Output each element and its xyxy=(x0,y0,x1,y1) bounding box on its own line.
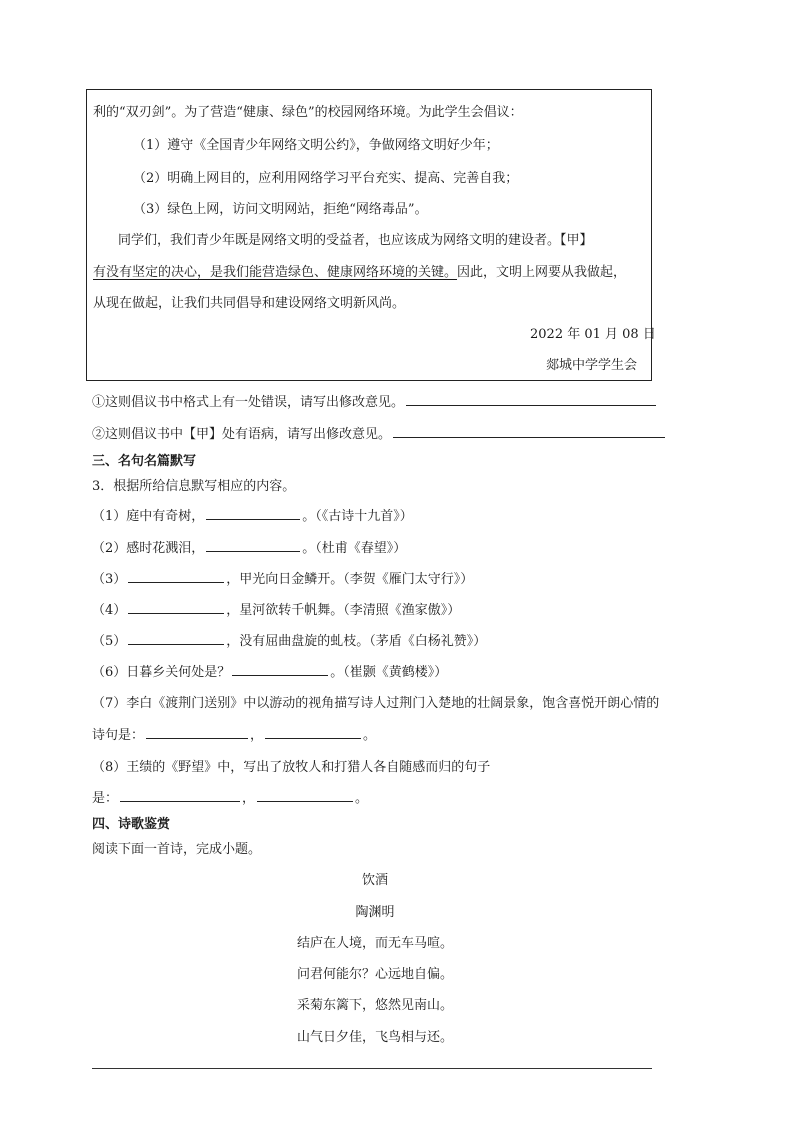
question-2 xyxy=(92,423,667,442)
item-8-period: 。 xyxy=(355,791,369,806)
recitation-item-7-prompt: （7）李白《渡荆门送别》中以游动的视角描写诗人过荆门入楚地的壮阔景象，饱含喜悦开朗心情的 xyxy=(92,696,660,711)
item-4-prefix: （4） xyxy=(92,603,127,618)
recitation-item-3 xyxy=(92,568,473,587)
answer-blank-2[interactable] xyxy=(206,539,300,552)
section-3-intro: 3．根据所给信息默写相应的内容。 xyxy=(92,479,296,494)
proposal-paragraph-b xyxy=(93,261,626,280)
page-footer-divider xyxy=(92,1068,652,1069)
item-1-source: 。（《古诗十九首》） xyxy=(302,509,413,524)
answer-blank-q2[interactable] xyxy=(393,425,665,438)
item-3-source: ，甲光向日金鳞开。（李贺《雁门太守行》） xyxy=(226,572,474,587)
item-4-source: ，星河欲转千帆舞。（李清照《渔家傲》） xyxy=(226,603,461,618)
answer-blank-7b[interactable] xyxy=(265,726,361,739)
proposal-paragraph-a: 同学们，我们青少年既是网络文明的受益者，也应该成为网络文明的建设者。【甲】 xyxy=(118,233,593,248)
item-1-prefix: （1）庭中有奇树， xyxy=(92,509,205,524)
proposal-date: 2022 年 01 月 08 日 xyxy=(530,327,656,342)
answer-blank-8b[interactable] xyxy=(257,789,353,802)
item-2-prefix: （2）感时花溅泪， xyxy=(92,541,205,556)
proposal-item-1: （1）遵守《全国青少年网络文明公约》，争做网络文明好少年； xyxy=(133,138,499,153)
question-1-text: ①这则倡议书中格式上有一处错误，请写出修改意见。 xyxy=(92,395,405,410)
answer-blank-3[interactable] xyxy=(128,570,224,583)
poem-line-3: 采菊东篱下，悠然见南山。 xyxy=(296,998,453,1013)
answer-blank-7a[interactable] xyxy=(146,726,248,739)
item-8-prefix: 是： xyxy=(92,791,119,806)
answer-blank-5[interactable] xyxy=(128,632,224,645)
recitation-item-7-answer xyxy=(92,724,376,743)
item-7-prefix: 诗句是： xyxy=(92,728,145,743)
recitation-item-6 xyxy=(92,661,447,680)
item-5-prefix: （5） xyxy=(92,634,127,649)
proposal-paragraph-c: 从现在做起，让我们共同倡导和建设网络文明新风尚。 xyxy=(93,296,406,311)
item-6-prefix: （6）日暮乡关何处是？ xyxy=(92,665,231,680)
recitation-item-2 xyxy=(92,537,406,556)
poem-line-2: 问君何能尔？心远地自偏。 xyxy=(296,967,453,982)
proposal-item-3: （3）绿色上网，访问文明网站，拒绝“网络毒品”。 xyxy=(133,202,428,217)
answer-blank-1[interactable] xyxy=(206,507,300,520)
answer-blank-4[interactable] xyxy=(128,601,224,614)
answer-blank-8a[interactable] xyxy=(120,789,240,802)
proposal-line-1: 利的“双刃剑”。为了营造“健康、绿色”的校园网络环境。为此学生会倡议： xyxy=(93,105,523,120)
sentence-jia-underlined: 有没有坚定的决心，是我们能营造绿色、健康网络环境的关键。 xyxy=(93,265,458,280)
item-7-period: 。 xyxy=(363,728,377,743)
recitation-item-8-prompt: （8）王绩的《野望》中，写出了放牧人和打猎人各自随感而归的句子 xyxy=(92,760,491,775)
poem-line-4: 山气日夕佳，飞鸟相与还。 xyxy=(296,1030,453,1045)
item-8-comma: ， xyxy=(242,791,256,806)
section-3-heading: 三、名句名篇默写 xyxy=(92,454,197,469)
question-2-text: ②这则倡议书中【甲】处有语病，请写出修改意见。 xyxy=(92,427,392,442)
proposal-item-2: （2）明确上网目的，应利用网络学习平台充实、提高、完善自我； xyxy=(133,171,519,186)
poem-title: 饮酒 xyxy=(361,873,388,888)
recitation-item-5 xyxy=(92,630,486,649)
poem-line-1: 结庐在人境，而无车马喧。 xyxy=(296,936,453,951)
item-5-source: ，没有屈曲盘旋的虬枝。（茅盾《白杨礼赞》） xyxy=(226,634,487,649)
item-6-source: 。（崔颢《黄鹤楼》） xyxy=(330,665,448,680)
section-4-intro: 阅读下面一首诗，完成小题。 xyxy=(92,842,262,857)
item-2-source: 。（杜甫《春望》） xyxy=(302,541,407,556)
answer-blank-q1[interactable] xyxy=(406,393,656,406)
recitation-item-8-answer xyxy=(92,787,368,806)
item-3-prefix: （3） xyxy=(92,572,127,587)
recitation-item-4 xyxy=(92,599,460,618)
poem-author: 陶渊明 xyxy=(355,905,395,920)
question-1 xyxy=(92,391,658,410)
section-4-heading: 四、诗歌鉴赏 xyxy=(92,817,171,832)
proposal-paragraph-b-rest: 因此，文明上网要从我做起， xyxy=(457,265,627,280)
item-7-comma: ， xyxy=(250,728,264,743)
proposal-signer: 郯城中学学生会 xyxy=(546,358,638,373)
recitation-item-1 xyxy=(92,505,413,524)
answer-blank-6[interactable] xyxy=(232,663,328,676)
